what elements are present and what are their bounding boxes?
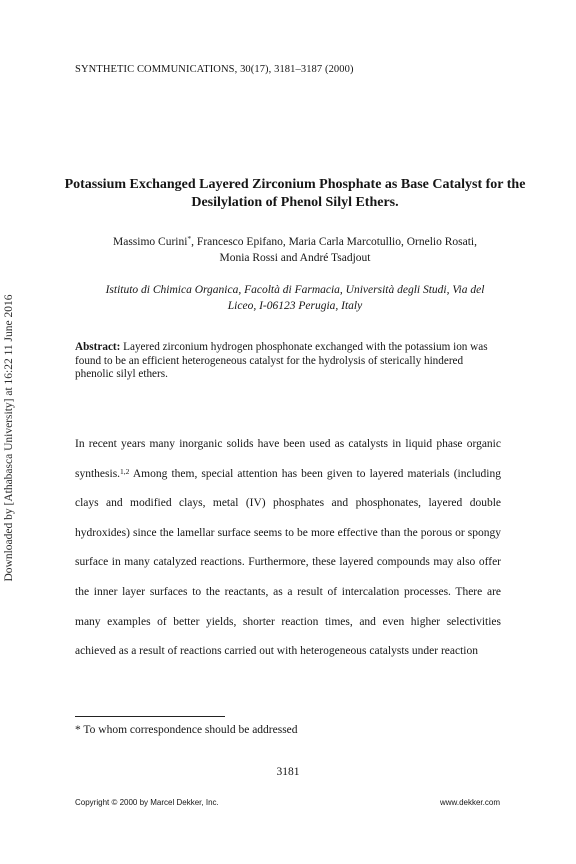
page-number: 3181 (276, 766, 300, 778)
abstract (75, 341, 495, 382)
publisher-website: www.dekker.com (439, 798, 500, 807)
affiliation-line-2: Liceo, I-06123 Perugia, Italy (227, 300, 363, 312)
citation-ref: 1,2 (120, 466, 130, 476)
download-watermark: Downloaded by [Athabasca University] at 16:22 11 June 2016 (3, 294, 15, 582)
copyright-notice: Copyright © 2000 by Marcel Dekker, Inc. (75, 798, 219, 807)
abstract-label: Abstract: (75, 341, 121, 353)
authors-line-1-rest: , Francesco Epifano, Maria Carla Marcotullio, Ornelio Rosati, (191, 236, 477, 248)
footnote-divider (75, 716, 225, 717)
footnote: * To whom correspondence should be addressed (75, 724, 298, 736)
author-first: Massimo Curini (112, 236, 188, 248)
correspondence-mark: * (187, 234, 192, 243)
affiliation-line-1: Istituto di Chimica Organica, Facoltà di Farmacia, Università degli Studi, Via del (105, 284, 485, 296)
authors-line-2: Monia Rossi and André Tsadjout (219, 252, 371, 264)
body-text-part-2: Among them, special attention has been given to layered materials (including clays and modified clays, metal (IV) phosphates and phosphonates, layered double hydroxides) since the lamellar surface seems to be more effective than the porous or spongy surface in many catalyzed reactions. Furthermore, these layered compounds may also offer the inner layer surfaces to the reactants, as a result of intercalation processes. There are many examples of better yields, shorter reaction times, and even higher selectivities achieved as a result of reactions carried out with heterogeneous catalysts under reaction (75, 467, 501, 658)
affiliation (60, 282, 530, 314)
body-text-part-1: In recent years many inorganic solids have been used as catalysts in liquid phase organic synthesis. (75, 438, 501, 480)
abstract-text: Layered zirconium hydrogen phosphonate exchanged with the potassium ion was found to be an efficient heterogeneous catalyst for the hydrolysis of sterically hindered phenolic silyl ethers. (75, 341, 488, 380)
article-title: Potassium Exchanged Layered Zirconium Phosphate as Base Catalyst for the Desilylation of Phenol Silyl Ethers. (64, 177, 526, 210)
journal-citation: SYNTHETIC COMMUNICATIONS, 30(17), 3181–3187 (2000) (75, 64, 354, 75)
author-list (60, 234, 530, 266)
body-paragraph (75, 430, 501, 667)
